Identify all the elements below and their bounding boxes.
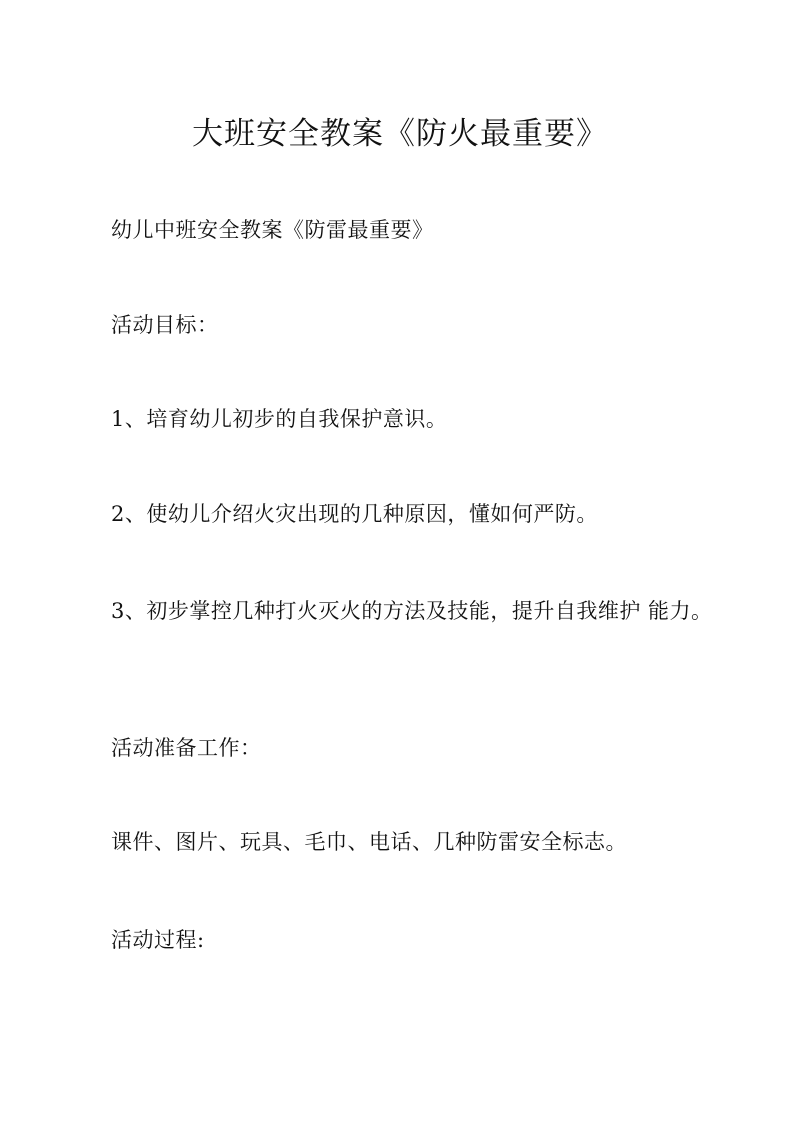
paragraph-preparation-items: 课件、图片、玩具、毛巾、电话、几种防雷安全标志。 <box>111 830 627 854</box>
paragraph-subtitle: 幼儿中班安全教案《防雷最重要》 <box>111 218 434 242</box>
paragraph-goal-3: 3、初步掌控几种打火灭火的方法及技能，提升自我维护 能力。 <box>111 599 713 623</box>
paragraph-preparation-heading: 活动准备工作： <box>111 736 262 760</box>
document-title: 大班安全教案《防火最重要》 <box>192 116 608 152</box>
paragraph-process-heading: 活动过程: <box>111 928 205 952</box>
paragraph-goal-2: 2、使幼儿介绍火灾出现的几种原因，懂如何严防。 <box>111 502 598 526</box>
paragraph-goals-heading: 活动目标： <box>111 313 219 337</box>
paragraph-goal-1: 1、培育幼儿初步的自我保护意识。 <box>111 407 448 431</box>
